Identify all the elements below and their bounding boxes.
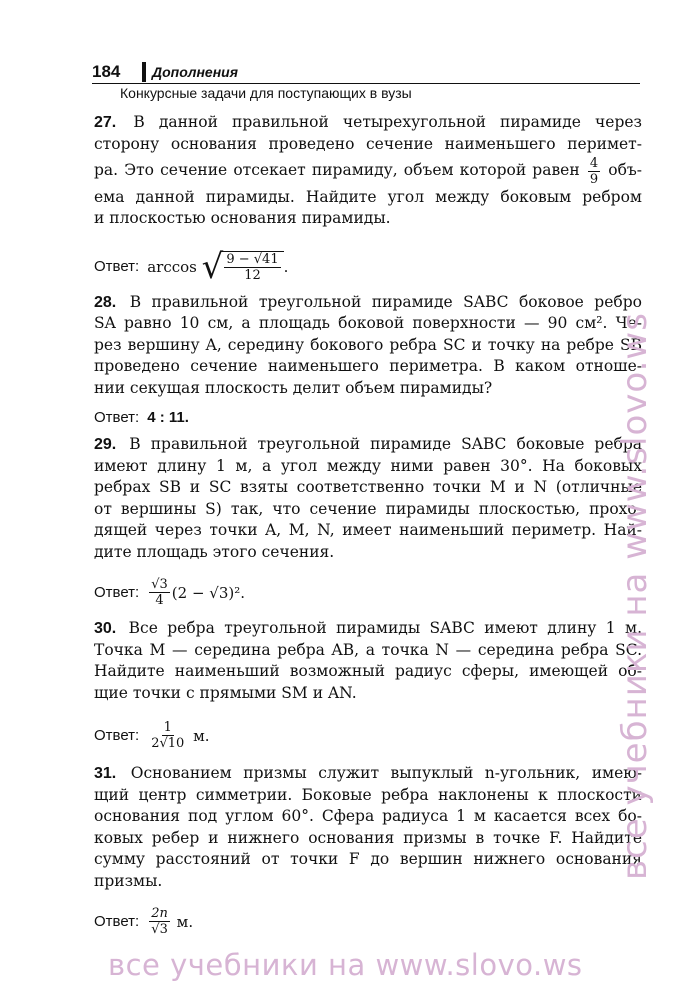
answer-formula: 4 : 11. [147, 409, 189, 426]
problem-line: имеют длину 1 м, а угол между ними равен 30°. На боковых [94, 456, 642, 475]
answer [94, 577, 642, 608]
problem-30 [94, 618, 642, 751]
problem-line: Точка M — середина ребра AB, а точка N — середина ребра SC. [94, 640, 642, 659]
answer [94, 720, 642, 751]
answer-formula: $\frac{√3}{4}$ (2 − √3)². [151, 577, 246, 608]
page-content [94, 112, 642, 937]
header-rule [92, 83, 640, 84]
sqrt-symbol: √ [201, 246, 224, 287]
problem-line: щие точки с прямыми SM и AN. [94, 683, 357, 702]
problem-line: сторону основания проведено сечение наименьшего перимет- [94, 134, 642, 153]
problem-line: дящей через точки A, M, N, имеет наименьший периметр. Най- [94, 521, 642, 539]
problem-line: основания под углом 60°. Сфера радиуса 1 м касается всех бо- [94, 807, 642, 825]
answer [94, 246, 642, 287]
problem-number: 27. [94, 114, 117, 131]
problem-line: SA равно 10 см, а площадь боковой поверхности — 90 см². Че- [94, 314, 642, 332]
answer-label: Ответ: [94, 727, 140, 744]
section-subtitle: Конкурсные задачи для поступающих в вузы [120, 85, 412, 101]
answer-label: Ответ: [94, 409, 140, 426]
answer [94, 906, 642, 937]
answer-formula: $\frac{1}{2√10}$ м. [151, 720, 210, 751]
problem-line: и плоскостью основания пирамиды. [94, 209, 391, 227]
inline-fraction: $\frac{4}{9}$ [589, 155, 599, 187]
problem-line: дите площадь этого сечения. [94, 542, 335, 561]
problem-27 [94, 112, 642, 287]
problem-line: ковых ребер и нижнего основания призмы в точке F. Найдите [94, 828, 642, 847]
problem-line: 30. Все ребра треугольной пирамиды SABC имеют длину 1 м. [94, 619, 642, 637]
problem-line: 28. В правильной треугольной пирамиде SABC боковое ребро [94, 292, 642, 311]
watermark-side: все учебники на www.slovo.ws [615, 312, 655, 880]
problem-line: 27. В данной правильной четырехугольной пирамиде через [94, 113, 642, 131]
answer-label: Ответ: [94, 584, 140, 601]
problem-line: 29. В правильной треугольной пирамиде SABC боковые ребра [94, 435, 642, 453]
problem-line: сумму расстояний от точки F до вершин нижнего основания [94, 850, 642, 868]
problem-28 [94, 292, 642, 427]
watermark-bottom: все учебники на www.slovo.ws [108, 948, 583, 982]
answer-label: Ответ: [94, 913, 140, 930]
header-divider-bar [142, 62, 146, 82]
answer-label: Ответ: [94, 258, 140, 275]
problem-31 [94, 763, 642, 937]
problem-number: 29. [94, 436, 117, 453]
answer-formula: arccos √ $\frac{9 - √41}{12}$ . [147, 246, 289, 287]
answer [94, 409, 642, 426]
problem-number: 31. [94, 765, 117, 782]
answer-formula: $\frac{2n}{√3}$ м. [151, 906, 194, 937]
problem-line: рез вершину A, середину бокового ребра SC и точку на ребре SB [94, 335, 642, 354]
problem-number: 30. [94, 620, 117, 637]
problem-line: нии секущая плоскость делит объем пирамиды? [94, 378, 493, 397]
problem-line: призмы. [94, 871, 163, 890]
section-title: Дополнения [152, 64, 238, 80]
problem-line: 31. Основанием призмы служит выпуклый n-угольник, имею- [94, 764, 642, 782]
problem-line: ра. Это сечение отсекает пирамиду, объем которой равен $\frac{4}{9}$ объ- [94, 155, 642, 187]
problem-line: от вершины S) так, что сечение пирамиды плоскостью, прохо- [94, 499, 642, 518]
page-number: 184 [92, 62, 121, 81]
problem-line: ребрах SB и SC взяты соответственно точки M и N (отличные [94, 478, 642, 496]
problem-line: ема данной пирамиды. Найдите угол между боковым ребром [94, 187, 642, 206]
running-header [92, 60, 640, 101]
problem-line: проведено сечение наименьшего периметра. В каком отноше- [94, 357, 642, 375]
problem-line: щий центр симметрии. Боковые ребра наклонены к плоскости [94, 785, 642, 804]
problem-line: Найдите наименьший возможный радиус сферы, имеющей об- [94, 662, 642, 680]
problem-29 [94, 434, 642, 608]
problem-number: 28. [94, 293, 117, 311]
